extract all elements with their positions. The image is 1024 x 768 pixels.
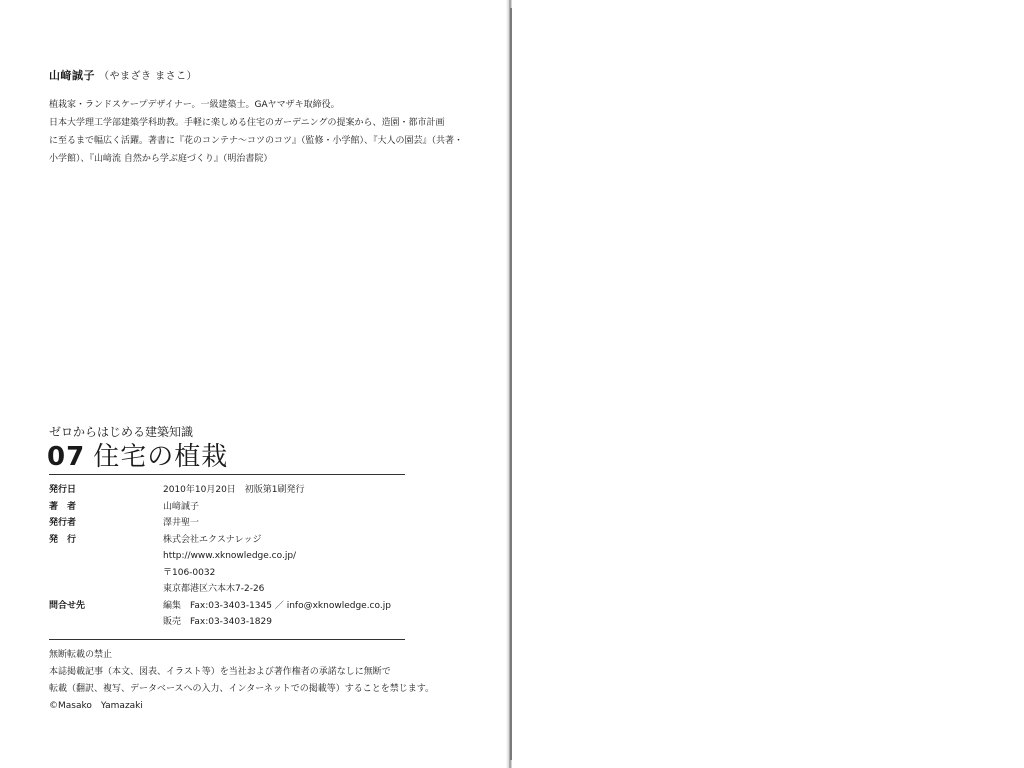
- series-title: ゼロからはじめる建築知識: [49, 425, 194, 439]
- bio-line: 小学館）、『山﨑流 自然から学ぶ庭づくり』（明治書院）: [49, 154, 273, 164]
- colophon-label: 発行者: [49, 518, 77, 528]
- colophon-row: [49, 482, 429, 499]
- book-title-text: 住宅の植栽: [93, 442, 229, 472]
- author-reading: （やまざき まさこ）: [99, 71, 198, 82]
- colophon-row: [49, 565, 429, 582]
- divider-bottom: [49, 639, 405, 640]
- colophon-label: 著 者: [49, 501, 77, 512]
- divider-top: [49, 474, 405, 475]
- colophon-row: [49, 581, 429, 598]
- colophon-value: 澤井聖一: [163, 518, 200, 528]
- notice-heading: 無断転載の禁止: [49, 650, 113, 660]
- colophon-row: [49, 515, 429, 532]
- colophon-label: 問合せ先: [49, 600, 86, 611]
- colophon-table: [49, 482, 429, 631]
- colophon-label: 発行日: [49, 485, 77, 495]
- notice-line: 本誌掲載記事（本文、図表、イラスト等）を当社および著作権者の承諾なしに無断で: [49, 667, 391, 677]
- bio-line: 植栽家・ランドスケープデザイナー。一級建築士。GAヤマザキ取締役。: [49, 100, 340, 110]
- copyright-notice: [49, 647, 434, 715]
- author-name: 山﨑誠子: [49, 69, 95, 82]
- left-page: [0, 0, 508, 768]
- colophon-row: [49, 598, 429, 615]
- colophon-label: 発 行: [49, 534, 77, 545]
- colophon-value: 2010年10月20日 初版第1刷発行: [163, 485, 305, 495]
- author-bio: [49, 96, 469, 168]
- colophon-row: [49, 532, 429, 549]
- colophon-value: 販売 Fax:03-3403-1829: [163, 617, 272, 627]
- notice-line: 転載（翻訳、複写、データベースへの入力、インターネットでの掲載等）することを禁じます。: [49, 684, 435, 694]
- copyright-line: ©Masako Yamazaki: [49, 701, 143, 711]
- colophon-row: [49, 614, 429, 631]
- colophon-value: 〒106-0032: [163, 567, 216, 578]
- colophon-value: 編集 Fax:03-3403-1345 ／ info@xknowledge.co.jp: [163, 600, 391, 611]
- colophon-row: [49, 548, 429, 565]
- right-page-blank: [512, 0, 1024, 768]
- colophon-value: http://www.xknowledge.co.jp/: [163, 551, 297, 561]
- colophon-row: [49, 499, 429, 516]
- book-title: [47, 436, 228, 473]
- bio-line: に至るまで幅広く活躍。著書に『花のコンテナ～コツのコツ』（監修・小学館）、『大人の園芸』（共著・: [49, 136, 464, 146]
- colophon-value: 山﨑誠子: [163, 501, 200, 512]
- bio-line: 日本大学理工学部建築学科助教。手軽に楽しめる住宅のガーデニングの提案から、造園・都市計画: [49, 118, 445, 128]
- colophon-value: 東京都港区六本木7-2-26: [163, 584, 265, 594]
- colophon-value: 株式会社エクスナレッジ: [163, 534, 262, 545]
- volume-number: 07: [47, 442, 86, 472]
- author-heading: [49, 67, 197, 83]
